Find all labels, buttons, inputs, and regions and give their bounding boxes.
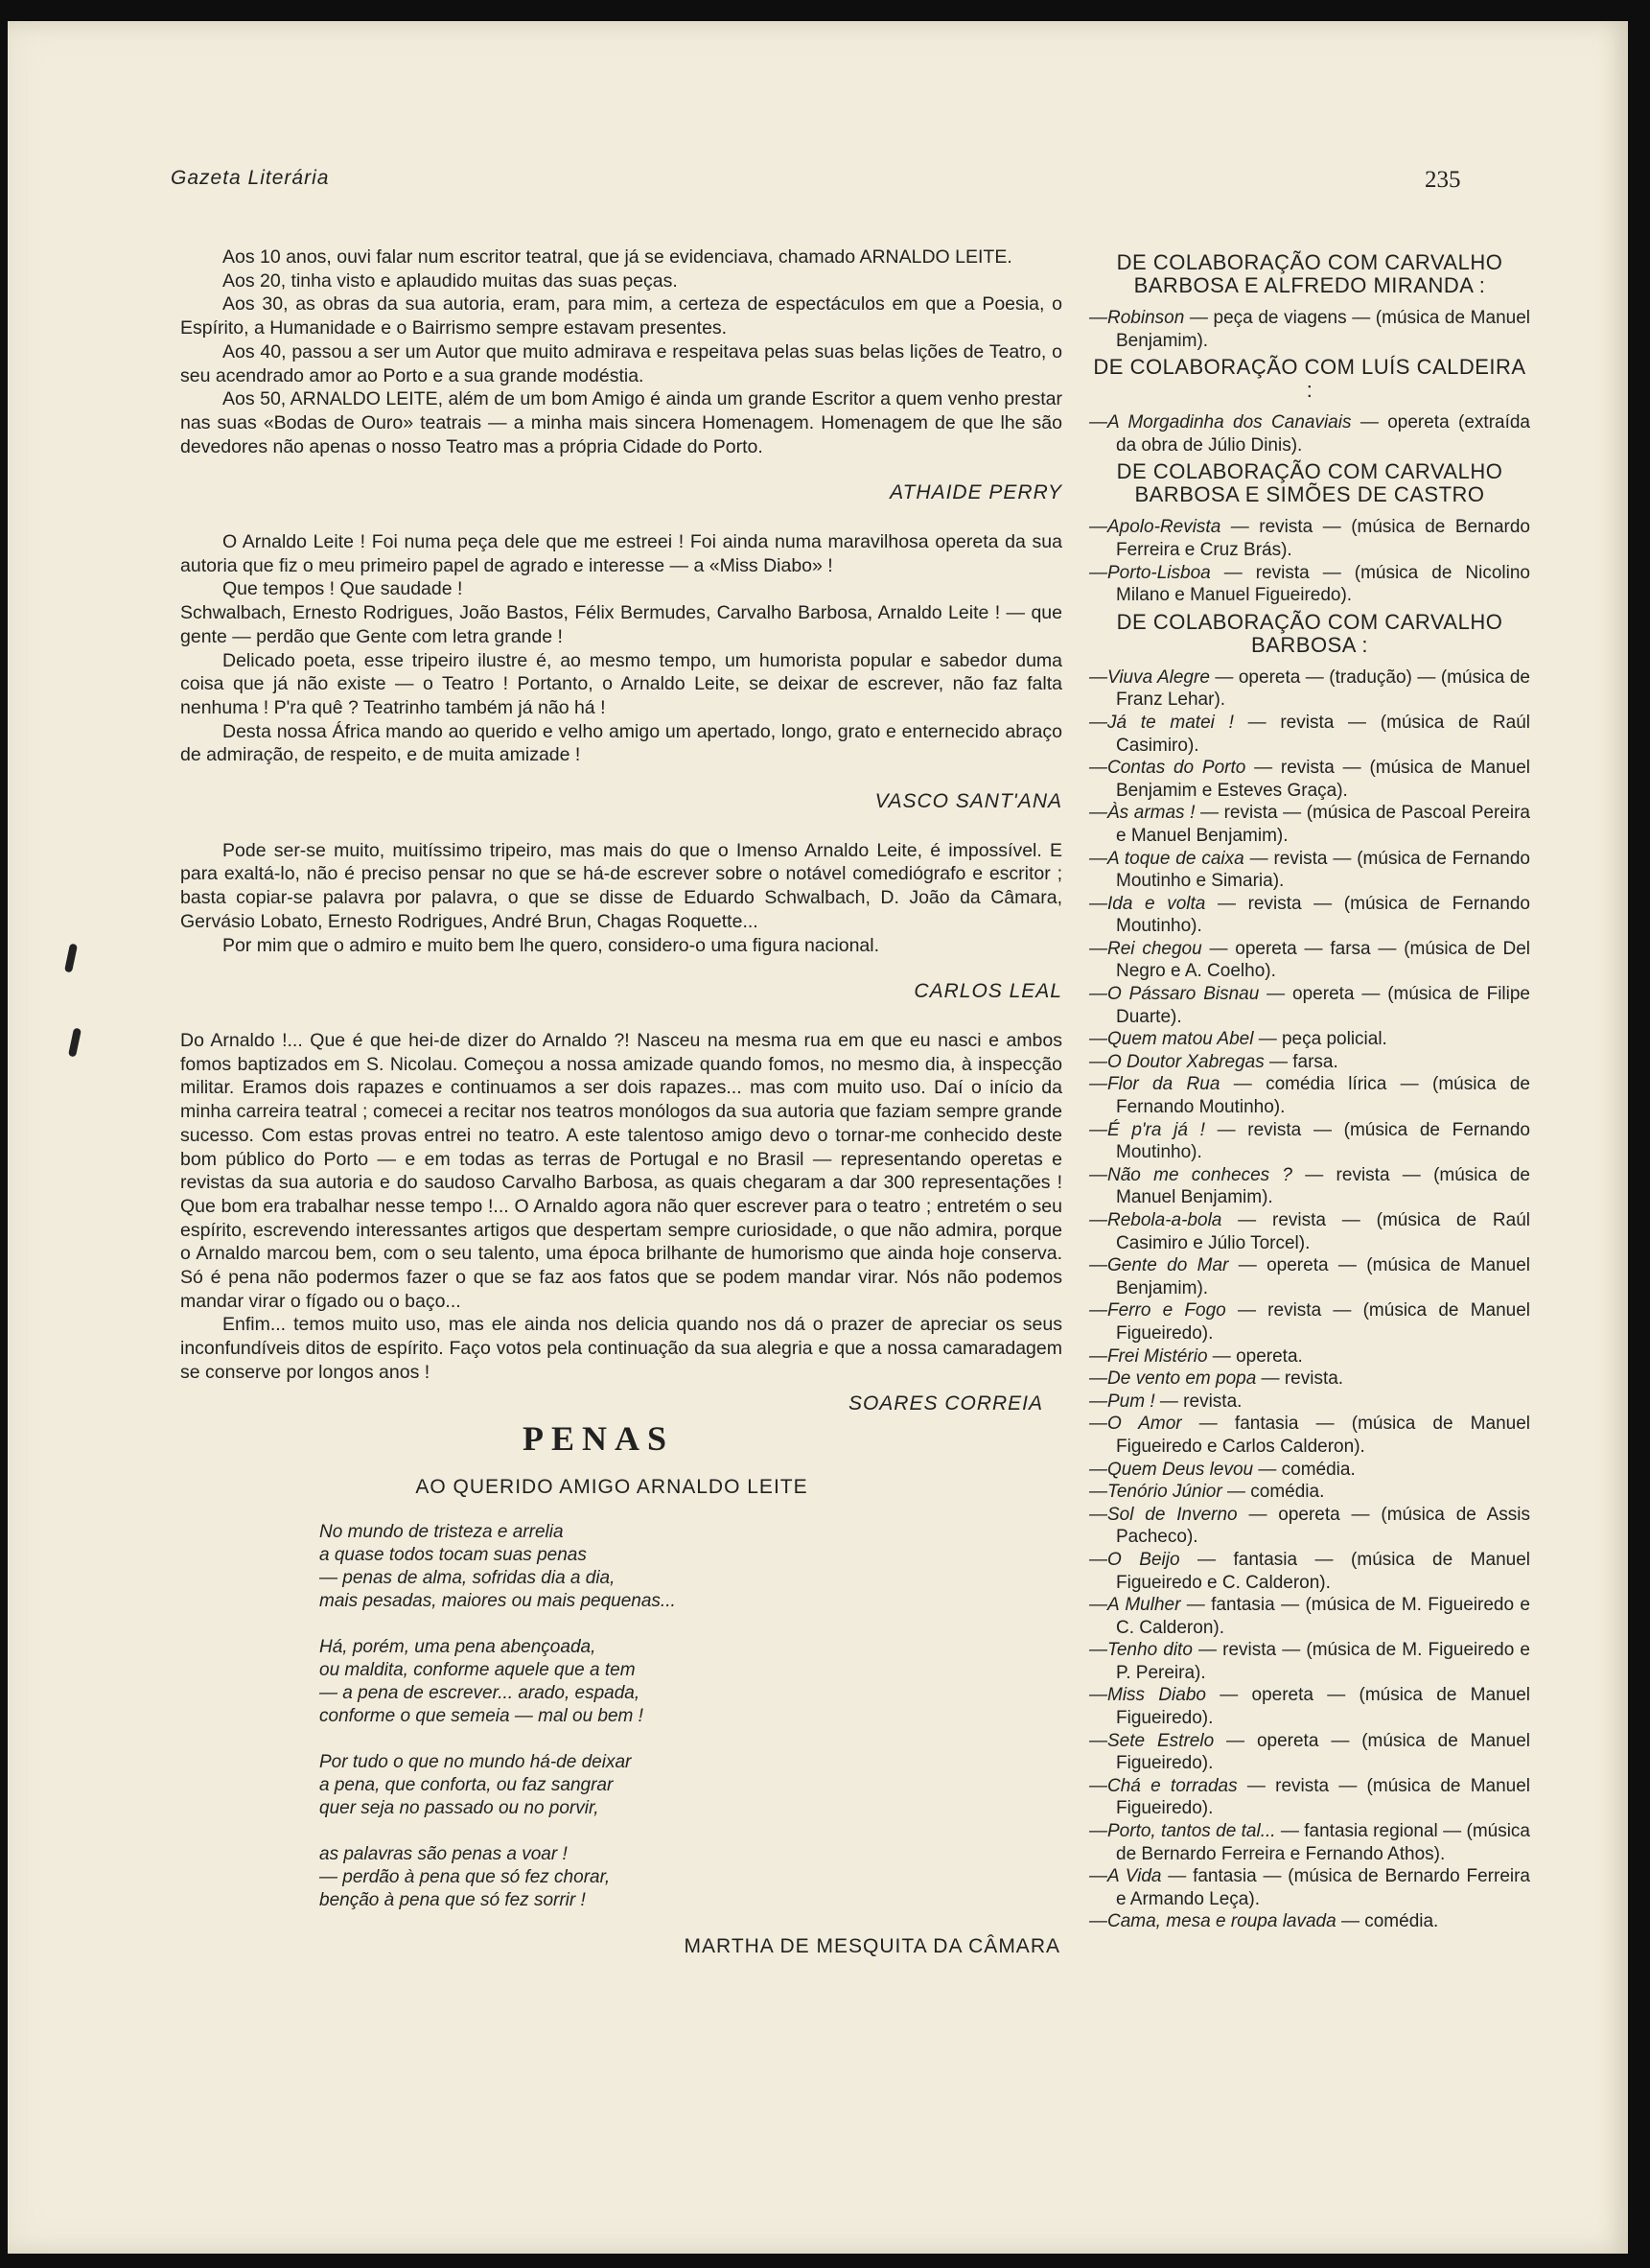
work-entry [1089, 1254, 1530, 1299]
poem-title: PENAS [522, 1419, 675, 1459]
work-title: —Quem matou Abel [1089, 1029, 1254, 1050]
ink-blot [68, 1027, 81, 1057]
work-entry [1089, 1910, 1530, 1933]
paragraph: Por mim que o admiro e muito bem lhe quero, considero-o uma figura nacional. [222, 934, 880, 956]
work-description: — opereta. [1207, 1345, 1303, 1367]
work-description: — revista — (música de Manuel Figueiredo). [1116, 1775, 1531, 1819]
work-title: —Viuva Alegre [1089, 666, 1210, 688]
work-entry [1089, 1549, 1530, 1594]
work-title: —Contas do Porto [1089, 758, 1246, 779]
paragraph: Aos 10 anos, ouvi falar num escritor teatral, que já se evidenciava, chamado ARNALDO LEITE. [222, 246, 1012, 268]
work-title: —Já te matei ! [1089, 712, 1234, 733]
work-title: —Robinson [1089, 308, 1185, 328]
work-entry [1089, 848, 1530, 893]
work-title: —Flor da Rua [1089, 1074, 1220, 1095]
work-description: — peça de viagens — (música de Manuel Benjamim). [1116, 308, 1530, 351]
poem-line: as palavras são penas a voar ! [319, 1843, 568, 1864]
work-description: — revista — (música de Fernando Moutinho). [1116, 893, 1530, 937]
work-description: — opereta — (música de Manuel Figueiredo). [1116, 1685, 1530, 1729]
poem-line: — a pena de escrever... arado, espada, [319, 1682, 640, 1703]
signature: SOARES CORREIA [848, 1391, 1043, 1415]
work-title: —O Doutor Xabregas [1089, 1051, 1265, 1072]
work-title: —A Mulher [1089, 1595, 1181, 1616]
paragraph: Aos 30, as obras da sua autoria, eram, para mim, a certeza de espectáculos em que a Poesia, o Espírito, a Humanidade e o Bairrismo sempre estavam presentes. [180, 293, 1062, 339]
work-title: —Ida e volta [1089, 893, 1206, 914]
work-entry [1089, 1459, 1530, 1482]
work-entry [1089, 1504, 1530, 1549]
page-number: 235 [1425, 167, 1461, 193]
running-header: Gazeta Literária [171, 167, 330, 189]
signature: CARLOS LEAL [914, 980, 1062, 1003]
work-description: — revista — (música de Manuel Benjamim). [1116, 1164, 1530, 1208]
work-title: —Rebola-a-bola [1089, 1210, 1222, 1230]
poem [180, 1419, 1062, 1958]
work-title: —Tenho dito [1089, 1640, 1193, 1661]
work-entry [1089, 757, 1530, 802]
work-title: —Porto-Lisboa [1089, 562, 1211, 583]
work-entry [1089, 1368, 1530, 1391]
work-description: — fantasia — (música de Manuel Figueiredo e Carlos Calderon). [1116, 1414, 1530, 1457]
work-description: — revista — (música de Raúl Casimiro). [1116, 712, 1530, 756]
poem-stanza [319, 1843, 1062, 1912]
ink-blot [64, 943, 78, 972]
work-description: — farsa. [1264, 1051, 1338, 1072]
paragraph: Aos 20, tinha visto e aplaudido muitas das suas peças. [222, 269, 678, 292]
work-title: —Miss Diabo [1089, 1685, 1206, 1706]
work-title: —Gente do Mar [1089, 1255, 1229, 1276]
left-column [180, 246, 1062, 1958]
paragraph: Que tempos ! Que saudade ! [222, 578, 463, 600]
work-title: —A toque de caixa [1089, 848, 1244, 869]
work-entry [1089, 938, 1530, 983]
work-entry [1089, 411, 1530, 456]
work-description: — revista — (música de Fernando Moutinho). [1116, 1119, 1530, 1163]
work-description: — opereta (extraída da obra de Júlio Dinis). [1116, 412, 1530, 456]
work-entry [1089, 893, 1530, 938]
signature: ATHAIDE PERRY [890, 481, 1062, 504]
work-entry [1089, 1775, 1530, 1820]
work-entry [1089, 983, 1530, 1028]
poem-line: conforme o que semeia — mal ou bem ! [319, 1705, 643, 1726]
work-entry [1089, 1164, 1530, 1209]
paragraph: Aos 50, ARNALDO LEITE, além de um bom Amigo é ainda um grande Escritor a quem venho prestar nas suas «Bodas de Ouro» teatrais — a minha mais sincera Homenagem. Homenagem de que lhe são devedores não apenas o nosso Teatro mas a própria Cidade do Porto. [180, 388, 1062, 457]
work-entry [1089, 1639, 1530, 1684]
paragraph: Desta nossa África mando ao querido e velho amigo um apertado, longo, grato e enternecido abraço de admiração, de respeito, e de muita amizade ! [180, 720, 1062, 766]
work-entry [1089, 1481, 1530, 1504]
work-title: —Tenório Júnior [1089, 1482, 1222, 1503]
poem-line: — penas de alma, sofridas dia a dia, [319, 1567, 616, 1588]
work-description: — revista — (música de Manuel Figueiredo). [1116, 1300, 1531, 1344]
paragraph: Do Arnaldo !... Que é que hei-de dizer do Arnaldo ?! Nasceu na mesma rua em que eu nasci e ambos fomos baptizados em S. Nicolau. Começou a nossa amizade quando fomos, no mesmo dia, à inspecção militar. Eramos dois rapazes e continuamos a ser dois rapazes... mas com muito uso. Daí o início da minha carreira teatral ; comecei a recitar nos teatros monólogos da sua autoria que faziam sempre grande sucesso. Com estas provas entrei no teatro. A este talentoso amigo devo o tornar-me conhecido deste bom público do Porto — e em todas as terras de Portugal e no Brasil — representando operetas e revistas da sua autoria e do saudoso Carvalho Barbosa, as quais chegaram a dar 300 representações ! Que bom era trabalhar nesse tempo !... O Arnaldo agora não quer escrever para o teatro ; entretém o seu espírito, escrevendo interessantes artigos que despertam sempre curiosidade, o que não admira, porque o Arnaldo marcou bem, com o seu talento, uma época brilhante de humorismo que ainda hoje conserva. Só é pena não podermos fazer o que se faz aos fatos que se podem mandar virar. Nós não podemos mandar virar o fígado ou o baço... [180, 1029, 1062, 1312]
work-title: —O Beijo [1089, 1549, 1180, 1570]
work-entry [1089, 1209, 1530, 1254]
work-description: — opereta — (música de Assis Pacheco). [1116, 1504, 1530, 1548]
work-entry [1089, 1730, 1530, 1775]
work-entry [1089, 666, 1530, 712]
work-entry [1089, 1865, 1530, 1910]
work-entry [1089, 1345, 1530, 1368]
work-description: — fantasia — (música de M. Figueiredo e C. Calderon). [1116, 1595, 1530, 1638]
work-title: —O Amor [1089, 1414, 1182, 1435]
poem-line: quer seja no passado ou no porvir, [319, 1797, 599, 1818]
work-title: —Quem Deus levou [1089, 1459, 1254, 1480]
work-title: —A Vida [1089, 1866, 1162, 1887]
work-description: — comédia. [1253, 1459, 1356, 1480]
paragraph: Aos 40, passou a ser um Autor que muito admirava e respeitava pelas suas belas lições de Teatro, o seu acendrado amor ao Porto e a sua grande modéstia. [180, 340, 1062, 386]
work-title: —Não me conheces ? [1089, 1164, 1292, 1185]
section-heading: DE COLABORAÇÃO COM CARVALHO BARBOSA : [1116, 609, 1503, 657]
work-title: —Rei chegou [1089, 938, 1202, 959]
work-title: —Ferro e Fogo [1089, 1300, 1226, 1321]
work-description: — opereta — (tradução) — (música de Franz Lehar). [1116, 666, 1530, 711]
paragraph: Enfim... temos muito uso, mas ele ainda nos delicia quando nos dá o prazer de apreciar os seus inconfundíveis ditos de espírito. Faço votos pela continuação da sua alegria e que a nossa camaradagem se conserve por longos anos ! [180, 1314, 1062, 1383]
work-entry [1089, 1028, 1530, 1051]
signature: VASCO SANT'ANA [874, 790, 1062, 813]
work-title: —O Pássaro Bisnau [1089, 984, 1260, 1005]
work-entry [1089, 516, 1530, 561]
work-description: — revista — (música de Bernardo Ferreira e Cruz Brás). [1116, 517, 1530, 560]
poem-line: — perdão à pena que só fez chorar, [319, 1866, 611, 1887]
work-title: —Pum ! [1089, 1391, 1155, 1412]
poem-stanza [319, 1521, 1062, 1613]
work-entry [1089, 1051, 1530, 1074]
work-entry [1089, 1594, 1530, 1639]
work-description: — opereta — (música de Manuel Benjamim). [1116, 1255, 1530, 1298]
work-entry [1089, 1119, 1530, 1164]
work-title: —Porto, tantos de tal... [1089, 1821, 1276, 1842]
tribute-carlos [180, 839, 1062, 1004]
work-description: — revista — (música de Nicolino Milano e Manuel Figueiredo). [1116, 562, 1530, 606]
work-description: — revista — (música de Raúl Casimiro e Júlio Torcel). [1116, 1210, 1530, 1253]
poem-line: ou maldita, conforme aquele que a tem [319, 1659, 636, 1680]
work-title: —É p'ra já ! [1089, 1119, 1205, 1140]
poem-body [319, 1521, 1062, 1912]
tribute-vasco [180, 530, 1062, 814]
work-entry [1089, 802, 1530, 847]
work-description: — fantasia regional — (música de Bernardo Ferreira e Fernando Athos). [1116, 1821, 1530, 1864]
work-description: — fantasia — (música de Bernardo Ferreira e Armando Leça). [1116, 1866, 1530, 1909]
work-title: —Apolo-Revista [1089, 517, 1221, 538]
poem-stanza [319, 1636, 1062, 1728]
tribute-soares [180, 1029, 1062, 1415]
poem-line: Há, porém, uma pena abençoada, [319, 1636, 596, 1657]
tribute-athaide [180, 246, 1062, 505]
work-entry [1089, 1299, 1530, 1344]
work-title: —Às armas ! [1089, 803, 1196, 824]
paragraph: Pode ser-se muito, muitíssimo tripeiro, mas mais do que o Imenso Arnaldo Leite, é impossível. E para exaltá-lo, não é preciso pensar no que se há-de escrever sobre o notável comediógrafo e escritor ; basta copiar-se palavra por palavra, o que se disse de Eduardo Schwalbach, D. João da Câmara, Gervásio Lobato, Ernesto Rodrigues, André Brun, Chagas Roquette... [180, 839, 1062, 932]
paragraph: Delicado poeta, esse tripeiro ilustre é, ao mesmo tempo, um humorista popular e sabedor duma coisa que já não existe — o Teatro ! Portanto, o Arnaldo Leite, se deixar de escrever, não faz falta nenhuma ! P'ra quê ? Teatrinho também já não há ! [180, 649, 1062, 718]
work-title: —Sete Estrelo [1089, 1730, 1215, 1751]
work-description: — comédia lírica — (música de Fernando Moutinho). [1116, 1074, 1530, 1118]
poem-line: a pena, que conforta, ou faz sangrar [319, 1774, 614, 1795]
section-heading: DE COLABORAÇÃO COM CARVALHO BARBOSA E ALFREDO MIRANDA : [1116, 250, 1503, 297]
work-title: —Chá e torradas [1089, 1775, 1238, 1796]
work-entry [1089, 562, 1530, 607]
work-title: —A Morgadinha dos Canaviais [1089, 412, 1352, 433]
right-column-works-list [1089, 247, 1530, 1933]
work-entry [1089, 1073, 1530, 1118]
work-entry [1089, 712, 1530, 757]
work-description: — comédia. [1336, 1911, 1439, 1932]
work-description: — opereta — (música de Filipe Duarte). [1116, 984, 1530, 1027]
work-description: — revista. [1256, 1368, 1344, 1390]
paragraph: O Arnaldo Leite ! Foi numa peça dele que me estreei ! Foi ainda numa maravilhosa opereta da sua autoria que fiz o meu primeiro papel de agrado e interesse — a «Miss Diabo» ! [180, 531, 1062, 576]
poem-line: benção à pena que só fez sorrir ! [319, 1889, 586, 1910]
work-entry [1089, 1413, 1530, 1458]
work-description: — peça policial. [1253, 1029, 1387, 1050]
poem-stanza [319, 1751, 1062, 1820]
poem-line: Por tudo o que no mundo há-de deixar [319, 1751, 632, 1772]
work-description: — revista. [1154, 1391, 1243, 1412]
poem-dedication: AO QUERIDO AMIGO ARNALDO LEITE [415, 1475, 808, 1498]
poem-line: mais pesadas, maiores ou mais pequenas... [319, 1590, 676, 1611]
poem-line: No mundo de tristeza e arrelia [319, 1521, 564, 1542]
work-title: —Sol de Inverno [1089, 1504, 1238, 1525]
work-description: — revista — (música de M. Figueiredo e P. Pereira). [1116, 1640, 1530, 1683]
section-heading: DE COLABORAÇÃO COM LUÍS CALDEIRA : [1093, 355, 1526, 403]
document-page [8, 21, 1628, 2254]
work-description: — opereta — farsa — (música de Del Negro e A. Coelho). [1116, 938, 1530, 982]
work-title: —Cama, mesa e roupa lavada [1089, 1911, 1336, 1932]
work-description: — comédia. [1221, 1482, 1325, 1503]
work-description: — revista — (música de Manuel Benjamim e Esteves Graça). [1116, 758, 1530, 801]
work-description: — revista — (música de Pascoal Pereira e Manuel Benjamim). [1116, 803, 1530, 846]
paragraph: Schwalbach, Ernesto Rodrigues, João Bastos, Félix Bermudes, Carvalho Barbosa, Arnaldo Leite ! — que gente — perdão que Gente com letra grande ! [180, 602, 1062, 647]
work-description: — fantasia — (música de Manuel Figueiredo e C. Calderon). [1116, 1549, 1530, 1593]
work-description: — opereta — (música de Manuel Figueiredo). [1116, 1730, 1531, 1774]
work-description: — revista — (música de Fernando Moutinho e Simaria). [1116, 848, 1530, 892]
poem-line: a quase todos tocam suas penas [319, 1544, 587, 1565]
work-title: —Frei Mistério [1089, 1345, 1208, 1367]
work-entry [1089, 1684, 1530, 1729]
work-entry [1089, 1391, 1530, 1414]
work-entry [1089, 1820, 1530, 1865]
work-entry [1089, 307, 1530, 352]
section-heading: DE COLABORAÇÃO COM CARVALHO BARBOSA E SIMÕES DE CASTRO [1116, 459, 1503, 507]
work-title: —De vento em popa [1089, 1368, 1257, 1390]
poem-author: MARTHA DE MESQUITA DA CÂMARA [684, 1934, 1060, 1957]
